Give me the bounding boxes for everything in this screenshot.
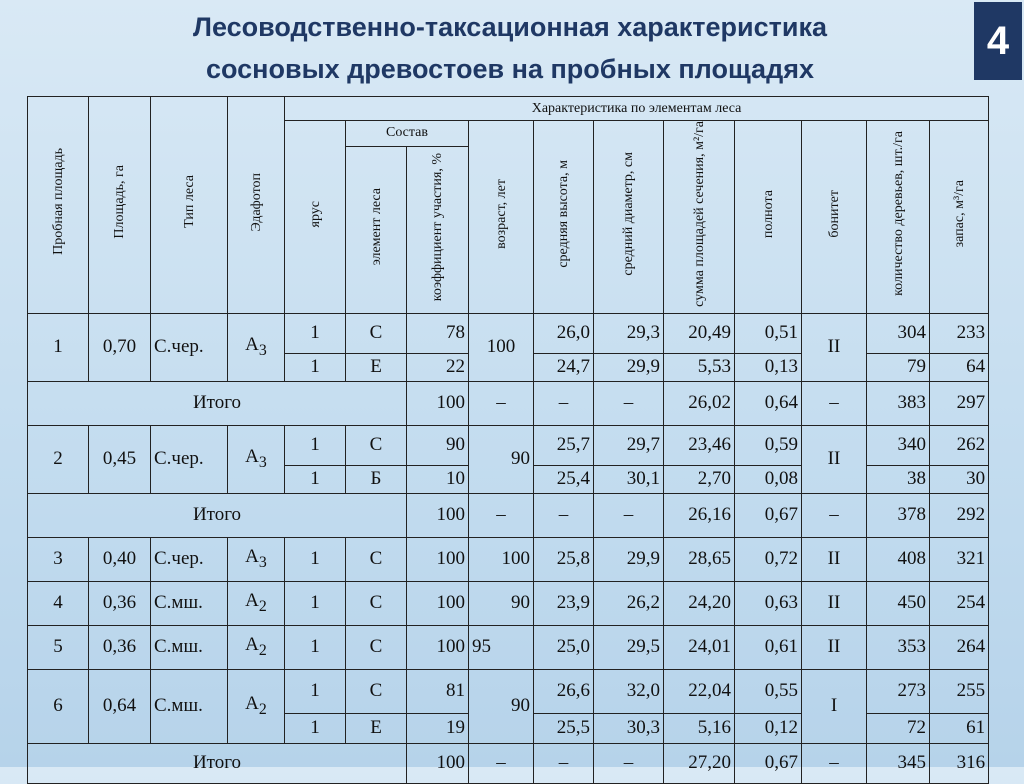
cell-age: 100 xyxy=(469,313,534,381)
total-row xyxy=(28,493,989,537)
cell-edatope: $А_3$ xyxy=(228,425,285,493)
header-density: полнота xyxy=(735,121,802,314)
cell-basal: 5,53 xyxy=(664,353,735,381)
cell-density: 0,61 xyxy=(735,625,802,669)
cell-element: Е xyxy=(346,713,407,743)
cell-count: 340 xyxy=(867,425,930,465)
cell-coef: 100 xyxy=(407,381,469,425)
cell-count: 353 xyxy=(867,625,930,669)
cell-density: 0,64 xyxy=(735,381,802,425)
cell-edatope: $А_3$ xyxy=(228,537,285,581)
cell-diameter: – xyxy=(594,743,664,783)
cell-plot: 6 xyxy=(28,669,89,743)
cell-count: 79 xyxy=(867,353,930,381)
cell-density: 0,51 xyxy=(735,313,802,353)
cell-basal: 26,02 xyxy=(664,381,735,425)
header-group: Характеристика по элементам леса xyxy=(285,97,989,121)
cell-layer: 1 xyxy=(285,425,346,465)
cell-bonitet: II xyxy=(802,581,867,625)
cell-area: 0,36 xyxy=(89,625,151,669)
cell-layer: 1 xyxy=(285,465,346,493)
cell-element: С xyxy=(346,581,407,625)
cell-element: Е xyxy=(346,353,407,381)
cell-coef: 100 xyxy=(407,493,469,537)
cell-forest-type: С.чер. xyxy=(151,425,228,493)
cell-stock: 297 xyxy=(930,381,989,425)
cell-density: 0,67 xyxy=(735,493,802,537)
cell-area: 0,70 xyxy=(89,313,151,381)
cell-diameter: – xyxy=(594,493,664,537)
cell-basal: 26,16 xyxy=(664,493,735,537)
cell-coef: 19 xyxy=(407,713,469,743)
cell-age: 90 xyxy=(469,425,534,493)
cell-bonitet: I xyxy=(802,669,867,743)
cell-height: 26,6 xyxy=(534,669,594,713)
cell-element: С xyxy=(346,669,407,713)
header-stock: запас, м³/га xyxy=(930,121,989,314)
data-table xyxy=(27,96,989,784)
cell-basal: 23,46 xyxy=(664,425,735,465)
cell-height: 26,0 xyxy=(534,313,594,353)
header-plot: Пробная площадь xyxy=(28,97,89,314)
cell-stock: 321 xyxy=(930,537,989,581)
cell-diameter: 29,9 xyxy=(594,537,664,581)
cell-diameter: 29,5 xyxy=(594,625,664,669)
cell-plot: 4 xyxy=(28,581,89,625)
cell-height: 25,8 xyxy=(534,537,594,581)
cell-height: 25,5 xyxy=(534,713,594,743)
cell-diameter: 26,2 xyxy=(594,581,664,625)
cell-age: – xyxy=(469,493,534,537)
cell-stock: 254 xyxy=(930,581,989,625)
cell-stock: 255 xyxy=(930,669,989,713)
header-edatope: Эдафотоп xyxy=(228,97,285,314)
cell-height: 25,4 xyxy=(534,465,594,493)
header-element: элемент леса xyxy=(346,146,407,313)
cell-area: 0,40 xyxy=(89,537,151,581)
cell-age: 100 xyxy=(469,537,534,581)
header-basal-area: сумма площадей сечения, м²/га xyxy=(664,121,735,314)
cell-stock: 292 xyxy=(930,493,989,537)
cell-edatope: $А_2$ xyxy=(228,581,285,625)
cell-height: – xyxy=(534,381,594,425)
cell-bonitet: II xyxy=(802,313,867,381)
cell-forest-type: С.чер. xyxy=(151,537,228,581)
header-bonitet: бонитет xyxy=(802,121,867,314)
cell-layer: 1 xyxy=(285,353,346,381)
cell-total-label: Итого xyxy=(28,743,407,783)
header-diameter: средний диаметр, см xyxy=(594,121,664,314)
cell-coef: 100 xyxy=(407,625,469,669)
cell-count: 383 xyxy=(867,381,930,425)
cell-area: 0,45 xyxy=(89,425,151,493)
cell-edatope: $А_3$ xyxy=(228,313,285,381)
cell-layer: 1 xyxy=(285,313,346,353)
cell-basal: 5,16 xyxy=(664,713,735,743)
cell-diameter: 29,9 xyxy=(594,353,664,381)
cell-bonitet: – xyxy=(802,381,867,425)
header-tree-count: количество деревьев, шт./га xyxy=(867,121,930,314)
table-row xyxy=(28,669,989,713)
cell-area: 0,64 xyxy=(89,669,151,743)
cell-coef: 78 xyxy=(407,313,469,353)
cell-height: – xyxy=(534,743,594,783)
cell-plot: 5 xyxy=(28,625,89,669)
cell-stock: 316 xyxy=(930,743,989,783)
cell-element: С xyxy=(346,625,407,669)
cell-diameter: 29,3 xyxy=(594,313,664,353)
cell-age: – xyxy=(469,381,534,425)
cell-stock: 61 xyxy=(930,713,989,743)
cell-plot: 1 xyxy=(28,313,89,381)
header-composition: Состав xyxy=(346,121,469,147)
total-row xyxy=(28,381,989,425)
cell-layer: 1 xyxy=(285,669,346,713)
header-forest-type: Тип леса xyxy=(151,97,228,314)
cell-stock: 262 xyxy=(930,425,989,465)
cell-total-label: Итого xyxy=(28,493,407,537)
cell-stock: 64 xyxy=(930,353,989,381)
table-row xyxy=(28,313,989,353)
cell-count: 378 xyxy=(867,493,930,537)
cell-density: 0,55 xyxy=(735,669,802,713)
cell-coef: 10 xyxy=(407,465,469,493)
cell-layer: 1 xyxy=(285,625,346,669)
slide-number-badge: 4 xyxy=(974,2,1022,80)
cell-total-label: Итого xyxy=(28,381,407,425)
cell-basal: 22,04 xyxy=(664,669,735,713)
page-title xyxy=(60,6,960,90)
cell-coef: 100 xyxy=(407,537,469,581)
cell-bonitet: II xyxy=(802,425,867,493)
cell-count: 450 xyxy=(867,581,930,625)
cell-coef: 81 xyxy=(407,669,469,713)
table-row xyxy=(28,581,989,625)
cell-basal: 2,70 xyxy=(664,465,735,493)
cell-forest-type: С.мш. xyxy=(151,625,228,669)
cell-layer: 1 xyxy=(285,537,346,581)
cell-forest-type: С.мш. xyxy=(151,669,228,743)
cell-area: 0,36 xyxy=(89,581,151,625)
cell-count: 304 xyxy=(867,313,930,353)
cell-layer: 1 xyxy=(285,581,346,625)
cell-edatope: $А_2$ xyxy=(228,625,285,669)
cell-density: 0,72 xyxy=(735,537,802,581)
cell-basal: 20,49 xyxy=(664,313,735,353)
header-height: средняя высота, м xyxy=(534,121,594,314)
cell-basal: 28,65 xyxy=(664,537,735,581)
cell-stock: 30 xyxy=(930,465,989,493)
cell-age: 90 xyxy=(469,581,534,625)
title-line-1: Лесоводственно-таксационная характеристика xyxy=(193,12,827,42)
cell-edatope: $А_2$ xyxy=(228,669,285,743)
cell-stock: 233 xyxy=(930,313,989,353)
cell-height: – xyxy=(534,493,594,537)
header-area: Площадь, га xyxy=(89,97,151,314)
cell-plot: 2 xyxy=(28,425,89,493)
cell-basal: 24,01 xyxy=(664,625,735,669)
table-row xyxy=(28,625,989,669)
cell-density: 0,08 xyxy=(735,465,802,493)
cell-element: С xyxy=(346,537,407,581)
cell-density: 0,63 xyxy=(735,581,802,625)
total-row xyxy=(28,743,989,783)
cell-layer: 1 xyxy=(285,713,346,743)
cell-basal: 27,20 xyxy=(664,743,735,783)
title-line-2: сосновых древостоев на пробных площадях xyxy=(206,54,814,84)
cell-density: 0,13 xyxy=(735,353,802,381)
cell-element: С xyxy=(346,313,407,353)
cell-element: Б xyxy=(346,465,407,493)
cell-coef: 100 xyxy=(407,581,469,625)
cell-count: 408 xyxy=(867,537,930,581)
cell-coef: 90 xyxy=(407,425,469,465)
cell-height: 25,7 xyxy=(534,425,594,465)
cell-forest-type: С.чер. xyxy=(151,313,228,381)
cell-diameter: 30,3 xyxy=(594,713,664,743)
cell-age: 95 xyxy=(469,625,534,669)
cell-bonitet: II xyxy=(802,537,867,581)
table-row xyxy=(28,537,989,581)
cell-density: 0,59 xyxy=(735,425,802,465)
cell-diameter: 30,1 xyxy=(594,465,664,493)
cell-basal: 24,20 xyxy=(664,581,735,625)
cell-age: – xyxy=(469,743,534,783)
cell-count: 72 xyxy=(867,713,930,743)
header-age: возраст, лет xyxy=(469,121,534,314)
cell-diameter: 29,7 xyxy=(594,425,664,465)
cell-diameter: – xyxy=(594,381,664,425)
cell-height: 24,7 xyxy=(534,353,594,381)
header-coef: коэффициент участия, % xyxy=(407,146,469,313)
cell-count: 345 xyxy=(867,743,930,783)
cell-age: 90 xyxy=(469,669,534,743)
cell-count: 273 xyxy=(867,669,930,713)
cell-stock: 264 xyxy=(930,625,989,669)
header-layer: ярус xyxy=(285,121,346,314)
cell-count: 38 xyxy=(867,465,930,493)
cell-diameter: 32,0 xyxy=(594,669,664,713)
cell-coef: 100 xyxy=(407,743,469,783)
cell-plot: 3 xyxy=(28,537,89,581)
cell-coef: 22 xyxy=(407,353,469,381)
cell-bonitet: – xyxy=(802,493,867,537)
cell-height: 23,9 xyxy=(534,581,594,625)
cell-density: 0,12 xyxy=(735,713,802,743)
cell-element: С xyxy=(346,425,407,465)
cell-bonitet: II xyxy=(802,625,867,669)
cell-height: 25,0 xyxy=(534,625,594,669)
table-row xyxy=(28,425,989,465)
cell-forest-type: С.мш. xyxy=(151,581,228,625)
cell-density: 0,67 xyxy=(735,743,802,783)
cell-bonitet: – xyxy=(802,743,867,783)
